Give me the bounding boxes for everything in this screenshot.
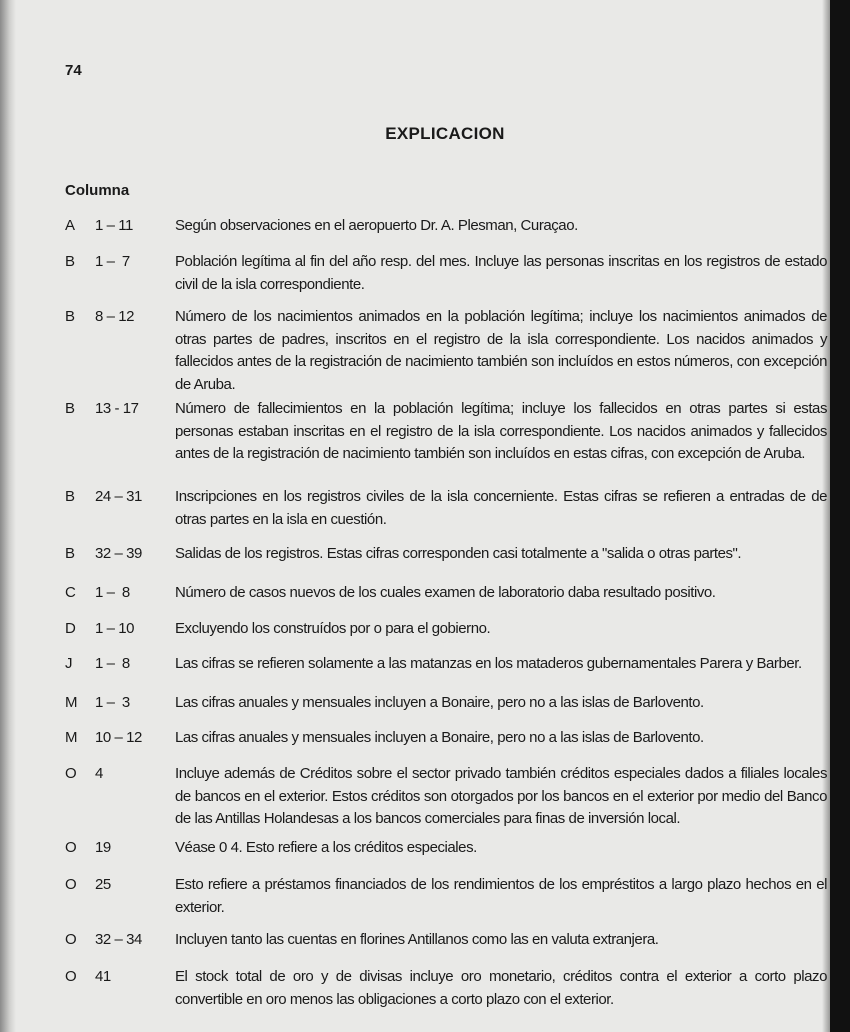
entry-text: Incluye además de Créditos sobre el sector privado también créditos especiales dados a filiales locales de bancos en el exterior. Estos créditos son otorgados por los bancos en el exterior por medio del Banco de las Antillas Holandesas a los bancos comerciales para finas de inversión local. [175, 765, 827, 827]
entry-text: Excluyendo los construídos por o para el gobierno. [175, 620, 491, 637]
entry-text: Número de los nacimientos animados en la población legítima; incluye los nacimientos animados de otras partes de padres, inscritos en el registro de la isla correspondiente. Los nacidos animados y fallecidos antes de la registración de nacimiento también son incluídos en estos números, con excepción de Aruba. [175, 308, 827, 393]
entry-column-range: 13 - 17 [95, 400, 139, 417]
entry-column-range: 8 – 12 [95, 308, 135, 325]
entry-text: Las cifras anuales y mensuales incluyen a Bonaire, pero no a las islas de Barlovento. [175, 694, 704, 711]
entry-text: Número de fallecimientos en la población legítima; incluye los fallecidos en otras partes si estas personas estaban inscritas en el registro de la isla correspondiente. Los nacidos animados y fallecidos antes de la registración de nacimiento también son incluídos en estas cifras, con excepción de Aruba. [175, 400, 827, 462]
entry-text: Salidas de los registros. Estas cifras corresponden casi totalmente a "salida o otras partes". [175, 545, 742, 562]
entry-column-range: 19 [95, 839, 111, 856]
entry-column-range: 32 – 34 [95, 931, 142, 948]
entry-text: Véase 0 4. Esto refiere a los créditos especiales. [175, 839, 477, 856]
entry [65, 966, 827, 1011]
entry-code: D [65, 620, 76, 637]
entry-code: B [65, 400, 75, 417]
entry [65, 543, 827, 566]
entry-code: M [65, 729, 78, 746]
entry [65, 306, 827, 396]
entry-column-range: 1 – 8 [95, 655, 130, 672]
entry-text: Incluyen tanto las cuentas en florines Antillanos como las en valuta extranjera. [175, 931, 659, 948]
entry-code: O [65, 931, 77, 948]
entry-column-range: 10 – 12 [95, 729, 142, 746]
entry-text: El stock total de oro y de divisas incluye oro monetario, créditos contra el exterior a corto plazo convertible en oro menos las obligaciones a corto plazo con el exterior. [175, 968, 827, 1008]
entry-column-range: 4 [95, 765, 103, 782]
entry [65, 582, 827, 605]
entry-column-range: 1 – 10 [95, 620, 135, 637]
entry-text: Según observaciones en el aeropuerto Dr. A. Plesman, Curaçao. [175, 217, 578, 234]
entry-column-range: 1 – 3 [95, 694, 130, 711]
entry-text: Población legítima al fin del año resp. del mes. Incluye las personas inscritas en los registros de estado civil de la isla correspondiente. [175, 253, 827, 293]
page-title: EXPLICACION [385, 124, 505, 143]
entry [65, 486, 827, 531]
entry-column-range: 1 – 11 [95, 217, 133, 234]
column-header: Columna [65, 182, 130, 199]
entry [65, 653, 827, 676]
entry [65, 251, 827, 296]
entry [65, 763, 827, 831]
entry-code: B [65, 545, 75, 562]
entry-column-range: 1 – 7 [95, 253, 130, 270]
page-edge [830, 0, 850, 1032]
entry-column-range: 1 – 8 [95, 584, 130, 601]
entry-column-range: 41 [95, 968, 111, 985]
entry-code: O [65, 765, 77, 782]
entry-code: M [65, 694, 78, 711]
entry-column-range: 24 – 31 [95, 488, 142, 505]
entry-text: Inscripciones en los registros civiles de la isla concerniente. Estas cifras se refieren a entradas de de otras partes en la isla en cuestión. [175, 488, 827, 528]
entry-code: O [65, 968, 77, 985]
entry [65, 837, 827, 860]
entry-code: B [65, 488, 75, 505]
entry [65, 215, 827, 238]
entry-text: Esto refiere a préstamos financiados de los rendimientos de los empréstitos a largo plazo hechos en el exterior. [175, 876, 827, 916]
entry-code: A [65, 217, 75, 234]
entry-code: J [65, 655, 73, 672]
entry [65, 929, 827, 952]
entry [65, 727, 827, 750]
entry-column-range: 32 – 39 [95, 545, 142, 562]
entry [65, 398, 827, 466]
entry-code: C [65, 584, 76, 601]
entry-code: O [65, 876, 77, 893]
page-binding [0, 0, 16, 1032]
entry-text: Las cifras anuales y mensuales incluyen a Bonaire, pero no a las islas de Barlovento. [175, 729, 704, 746]
entry-code: B [65, 308, 75, 325]
entry [65, 618, 827, 641]
entry-code: O [65, 839, 77, 856]
entry-code: B [65, 253, 75, 270]
entry [65, 692, 827, 715]
entry [65, 874, 827, 919]
entry-text: Las cifras se refieren solamente a las matanzas en los mataderos gubernamentales Parera y Barber. [175, 655, 802, 672]
entry-column-range: 25 [95, 876, 111, 893]
entry-text: Número de casos nuevos de los cuales examen de laboratorio daba resultado positivo. [175, 584, 716, 601]
page-number: 74 [65, 62, 82, 79]
